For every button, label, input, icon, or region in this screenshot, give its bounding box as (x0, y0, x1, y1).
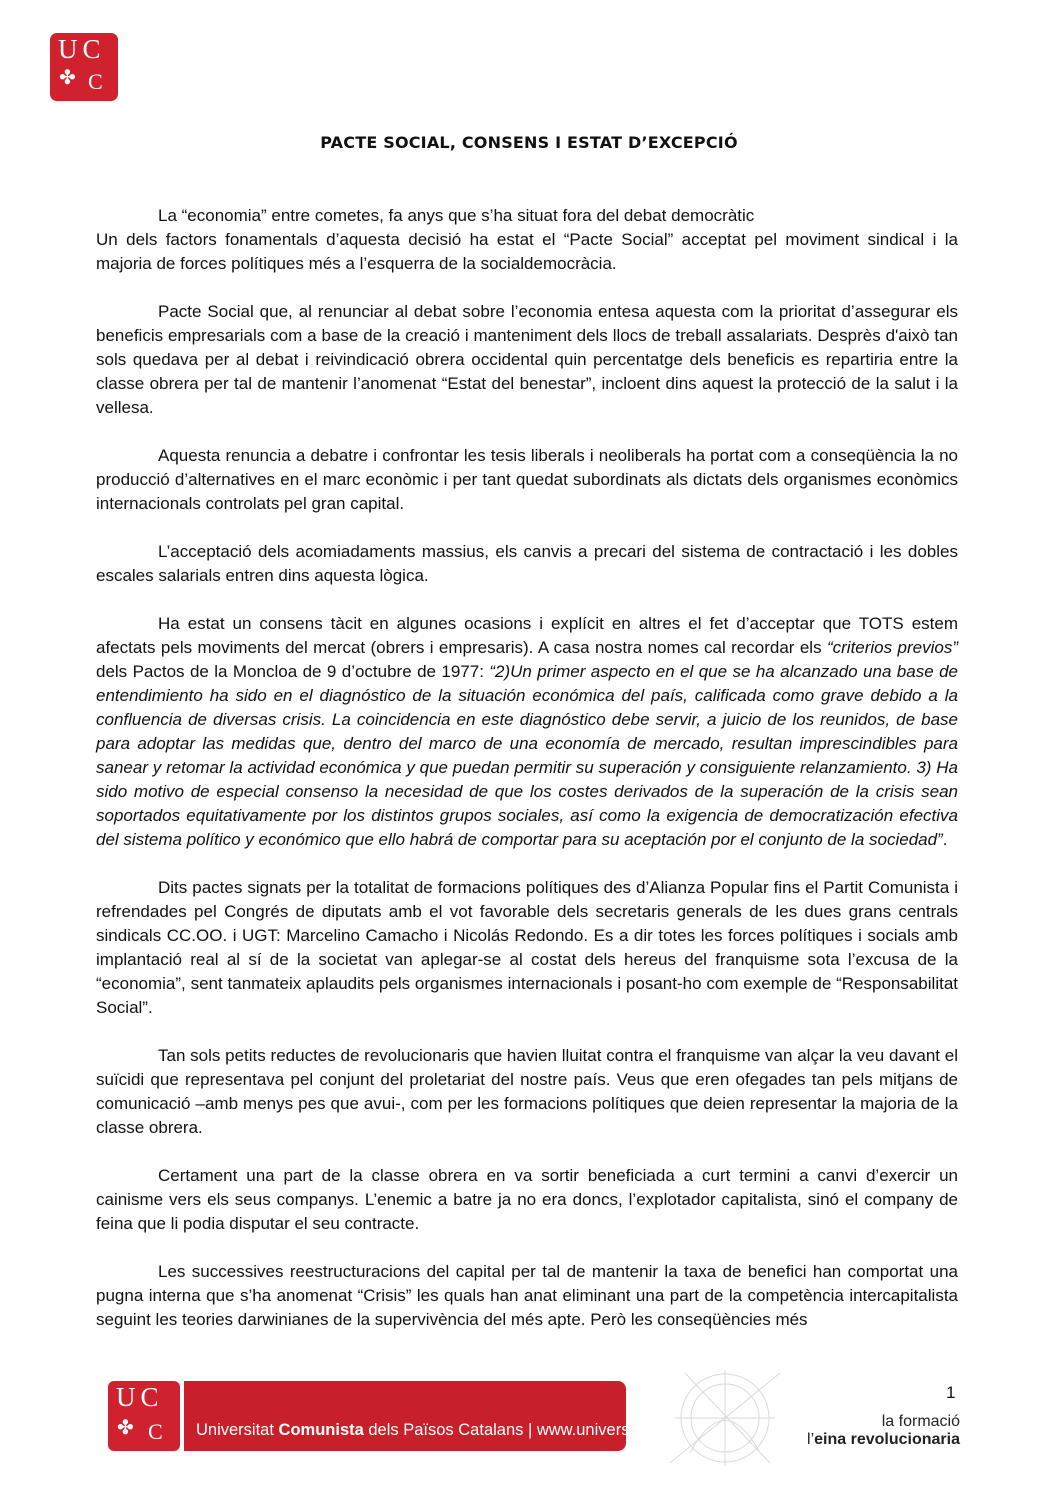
paragraph-4-text: L’acceptació dels acomiadaments massius, els canvis a precari del sistema de contractació i les dobles escales salarials entren dins aquesta lògica. (96, 542, 958, 585)
footer-org-text: Universitat Comunista dels Països Catalans | www.universitat.cat (196, 1421, 679, 1439)
paragraph-1 (96, 204, 958, 276)
paragraph-8-text: Certament una part de la classe obrera en va sortir beneficiada a curt termini a canvi d’exercir un cainisme vers els seus companys. L’enemic a batre ja no era doncs, l’explotador capitalista, sinó el company de feina que li podia disputar el seu contracte. (96, 1166, 958, 1233)
logo-letter-c: C (88, 69, 103, 94)
paragraph-2 (96, 300, 958, 420)
paragraph-5-mid: dels Pactos de la Moncloa de 9 d’octubre de 1977: (96, 662, 490, 681)
paragraph-3-text: Aquesta renuncia a debatre i confrontar les tesis liberals i neoliberals ha portat com a conseqüència la no producció d’alternatives en el marc econòmic i per tant quedat subordinats als dictats dels organismes econòmics internacionals controlats pel gran capital. (96, 446, 958, 513)
footer-logo-letter-c: C (148, 1419, 163, 1444)
paragraph-6 (96, 876, 958, 1020)
paragraph-6-text: Dits pactes signats per la totalitat de formacions polítiques des d’Alianza Popular fins el Partit Comunista i refrendades pel Congrés de diputats amb el vot favorable dels secretaris generals de les dues grans centrals sindicals CC.OO. i UGT: Marcelino Camacho i Nicolás Redondo. Es a dir totes les forces polítiques i socials amb implantació real al sí de la societat van aplegar-se al costat dels hereus del franquisme sota l’excusa de la “economia”, sent tanmateix aplaudits pels organismes internacionals i posant-ho com exemple de “Responsabilitat Social”. (96, 878, 958, 1017)
puzzle-star-icon: ✤ (59, 65, 76, 89)
tagline-line2: l’eina revolucionaria (807, 1431, 960, 1448)
paragraph-9-text: Les successives reestructuracions del capital per tal de mantenir la taxa de benefici han comportat una pugna interna que s’ha anomenat “Crisis” les quals han anat eliminant una part de la competència intercapitalista seguint les teories darwinianes de la supervivència del més apte. Però les conseqüències més (96, 1262, 958, 1329)
tagline-line1: la formació (881, 1413, 960, 1430)
footer-puzzle-star-icon: ✤ (117, 1415, 134, 1439)
footer-tagline (780, 1413, 960, 1449)
paragraph-5 (96, 612, 958, 852)
page-title: PACTE SOCIAL, CONSENS I ESTAT D’EXCEPCIÓ (320, 133, 738, 152)
footer-banner (184, 1381, 679, 1451)
paragraph-8 (96, 1164, 958, 1236)
university-logo (50, 33, 118, 101)
paragraph-5-criterios: “criterios previos” (826, 638, 958, 657)
paragraph-5-intro: Ha estat un consens tàcit en algunes ocasions i explícit en altres el fet d’acceptar que TOTS estem afectats pels moviments del mercat (obrers i empresaris). A casa nostra nomes cal recordar els (96, 614, 958, 657)
footer-logo (108, 1381, 180, 1451)
paragraph-1-rest: Un dels factors fonamentals d’aquesta decisió ha estat el “Pacte Social” acceptat pel moviment sindical i la majoria de forces polítiques més a l’esquerra de la socialdemocràcia. (96, 230, 958, 273)
page-number: 1 (946, 1383, 956, 1402)
paragraph-5-end: . (942, 830, 948, 849)
document-body (96, 204, 958, 1356)
paragraph-3 (96, 444, 958, 516)
paragraph-4 (96, 540, 958, 588)
paragraph-1-line1: La “economia” entre cometes, fa anys que s’ha situat fora del debat democràtic (158, 206, 755, 225)
footer-logo-letters-uc: UC (116, 1382, 164, 1412)
paragraph-5-quote: “2)Un primer aspecto en el que se ha alcanzado una base de entendimiento ha sido en el diagnóstico de la situación económica del país, calificada como grave debido a la confluencia de diversas crisis. La coincidencia en este diagnóstico debe servir, a juicio de los reunidos, de base para adoptar las medidas que, dentro del marco de una economía de mercado, resultan imprescindibles para sanear y retomar la actividad económica y que puedan permitir su superación y consiguiente relanzamiento. 3) Ha sido motivo de especial consenso la necesidad de que los costes derivados de la superación de la crisis sean soportados equitativamente por los distintos grupos sociales, así como la exigencia de democratización efectiva del sistema político y económico que ello habrá de comportar para su aceptación por el conjunto de la sociedad” (96, 662, 958, 849)
logo-letters-uc: UC (58, 34, 106, 64)
paragraph-7-text: Tan sols petits reductes de revolucionaris que havien lluitat contra el franquisme van alçar la veu davant el suïcidi que representava pel conjunt del proletariat del nostre país. Veus que eren ofegades tan pels mitjans de comunicació –amb menys pes que avui-, com per les formacions polítiques que deien representar la majoria de la classe obrera. (96, 1046, 958, 1137)
paragraph-7 (96, 1044, 958, 1140)
paragraph-9 (96, 1260, 958, 1332)
paragraph-2-text: Pacte Social que, al renunciar al debat sobre l’economia entesa aquesta com la prioritat d’assegurar els beneficis empresarials com a base de la creació i manteniment dels llocs de treball assalariats. Desprès d'això tan sols quedava per al debat i reivindicació obrera occidental quin percentatge dels beneficis es repartiria entre la classe obrera per tal de mantenir l’anomenat “Estat del benestar”, incloent dins aquest la protecció de la salut i la vellesa. (96, 302, 958, 417)
